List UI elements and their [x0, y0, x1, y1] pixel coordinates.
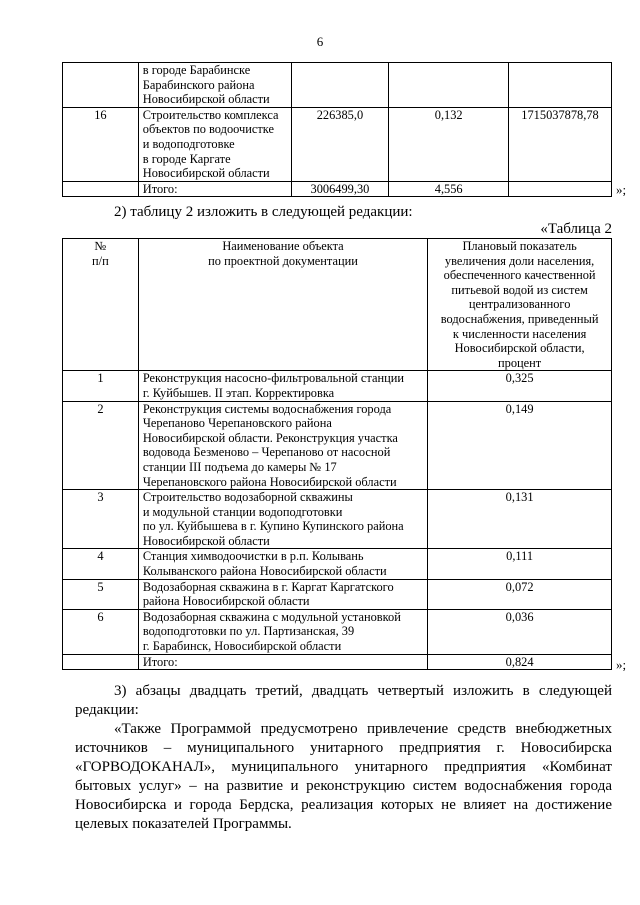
cell-line: к численности населения	[452, 326, 587, 341]
paragraph-3-line-1: 3) абзацы двадцать третий, двадцать четвертый изложить в следующей	[114, 683, 612, 699]
cell-line: увеличения доли населения,	[444, 253, 595, 268]
total-cell: 1715037878,78	[509, 107, 612, 181]
cost-cell	[291, 63, 389, 108]
cell-line: п/п	[92, 253, 109, 268]
cell-line: №	[94, 239, 107, 253]
cell-line: обеспеченного качественной	[443, 268, 596, 283]
table-row	[63, 63, 612, 108]
cell-line: Черепановского района Новосибирской области	[142, 474, 397, 489]
header-number	[63, 239, 139, 371]
cell-line: Новосибирской области,	[454, 341, 585, 356]
share-cell: 0,132	[389, 107, 509, 181]
row-number: 6	[63, 609, 139, 654]
total-label: Итого:	[138, 181, 291, 197]
indicator-value: 0,325	[428, 371, 612, 401]
object-name	[138, 63, 291, 108]
cell-line: Черепаново Черепановского района	[142, 416, 332, 431]
header-indicator	[428, 239, 612, 371]
table-row	[63, 490, 612, 549]
row-number	[63, 181, 139, 197]
cell-line: Строительство водозаборной скважины	[142, 490, 353, 505]
cell-line: Барабинского района	[142, 77, 255, 92]
cell-line: Строительство комплекса	[142, 107, 279, 122]
row-number: 16	[63, 107, 139, 181]
cell-line: станции III подъема до камеры № 17	[142, 459, 337, 474]
table-row	[63, 549, 612, 579]
indicator-value: 0,131	[428, 490, 612, 549]
paragraph-4-line: источников – муниципального унитарного предприятия г. Новосибирска	[75, 740, 612, 756]
cell-line: в городе Барабинске	[142, 63, 251, 77]
table-row	[63, 401, 612, 490]
total-cell	[509, 181, 612, 197]
indicator-value: 0,149	[428, 401, 612, 490]
table-row	[63, 609, 612, 654]
table-2	[62, 238, 612, 670]
cell-line: в городе Каргате	[142, 151, 231, 166]
cell-line: Водозаборная скважина в г. Каргат Каргатского	[142, 579, 394, 594]
cell-line: объектов по водоочистке	[142, 122, 275, 137]
row-number	[63, 63, 139, 108]
cell-line: водоснабжения, приведенный	[440, 311, 599, 326]
cell-line: Реконструкция насосно-фильтровальной станции	[142, 371, 404, 386]
cell-line: Станция химводоочистки в р.п. Колывань	[142, 549, 364, 564]
cell-line: централизованного	[468, 297, 571, 312]
cost-cell: 3006499,30	[291, 181, 389, 197]
share-cell	[389, 63, 509, 108]
table-2-closing-quote: »;	[616, 657, 627, 672]
table-row	[63, 579, 612, 609]
cell-line: Плановый показатель	[462, 239, 577, 253]
cell-line: питьевой водой из систем	[451, 282, 588, 297]
table-row	[63, 371, 612, 401]
row-number: 3	[63, 490, 139, 549]
paragraph-4	[75, 720, 612, 834]
cell-line: Наименование объекта	[222, 239, 344, 253]
cell-line: г. Куйбышев. II этап. Корректировка	[142, 385, 335, 400]
paragraph-4-line: Новосибирска и города Бердска, реализация которых не влияет на достижение	[75, 797, 612, 813]
paragraph-2: 2) таблицу 2 изложить в следующей редакции:	[114, 204, 413, 220]
cell-line: и водоподготовке	[142, 136, 235, 151]
cell-line: Реконструкция системы водоснабжения города	[142, 401, 392, 416]
object-name	[138, 609, 427, 654]
paragraph-4-line: бытовых услуг» – на развитие и реконструкцию систем водоснабжения города	[75, 778, 612, 794]
cell-line: Водозаборная скважина с модульной установкой	[142, 609, 401, 624]
table-1-continuation	[62, 62, 612, 197]
header-object-name	[138, 239, 427, 371]
share-cell: 4,556	[389, 181, 509, 197]
cell-line: Новосибирской области. Реконструкция участка	[142, 430, 398, 445]
object-name	[138, 371, 427, 401]
cell-line: по проектной документации	[208, 253, 358, 268]
table-header-row	[63, 239, 612, 371]
row-number: 2	[63, 401, 139, 490]
cell-line: Новосибирской области	[142, 166, 270, 181]
indicator-value: 0,111	[428, 549, 612, 579]
table-2-caption: «Таблица 2	[540, 221, 612, 237]
indicator-value: 0,036	[428, 609, 612, 654]
object-name	[138, 107, 291, 181]
cell-line: процент	[498, 355, 542, 370]
total-row	[63, 181, 612, 197]
paragraph-3-line-2: редакции:	[75, 702, 139, 718]
row-number: 5	[63, 579, 139, 609]
paragraph-4-line: «Также Программой предусмотрено привлечение средств внебюджетных	[114, 721, 612, 737]
indicator-value: 0,072	[428, 579, 612, 609]
object-name	[138, 401, 427, 490]
paragraph-4-last-line: целевых показателей Программы.	[75, 816, 292, 832]
cell-line: района Новосибирской области	[142, 594, 310, 609]
object-name	[138, 549, 427, 579]
cell-line: Новосибирской области	[142, 533, 270, 548]
cell-line: Новосибирской области	[142, 92, 270, 107]
total-label: Итого:	[138, 654, 427, 670]
row-number: 1	[63, 371, 139, 401]
object-name	[138, 579, 427, 609]
row-number: 4	[63, 549, 139, 579]
total-row	[63, 654, 612, 670]
cell-line: по ул. Куйбышева в г. Купино Купинского района	[142, 519, 404, 534]
cell-line: и модульной станции водоподготовки	[142, 504, 343, 519]
cell-line: Колыванского района Новосибирской области	[142, 564, 387, 579]
object-name	[138, 490, 427, 549]
total-cell	[509, 63, 612, 108]
cell-line: водоподготовки по ул. Партизанская, 39	[142, 624, 355, 639]
row-number	[63, 654, 139, 670]
cell-line: водовода Безменово – Черепаново от насосной	[142, 445, 391, 460]
cost-cell: 226385,0	[291, 107, 389, 181]
table-row	[63, 107, 612, 181]
paragraph-4-line: «ГОРВОДОКАНАЛ», муниципального унитарного предприятия «Комбинат	[75, 759, 612, 775]
cell-line: г. Барабинск, Новосибирской области	[142, 639, 342, 654]
page-number: 6	[316, 34, 324, 49]
table-1-closing-quote: »;	[616, 182, 627, 197]
indicator-value: 0,824	[428, 654, 612, 670]
